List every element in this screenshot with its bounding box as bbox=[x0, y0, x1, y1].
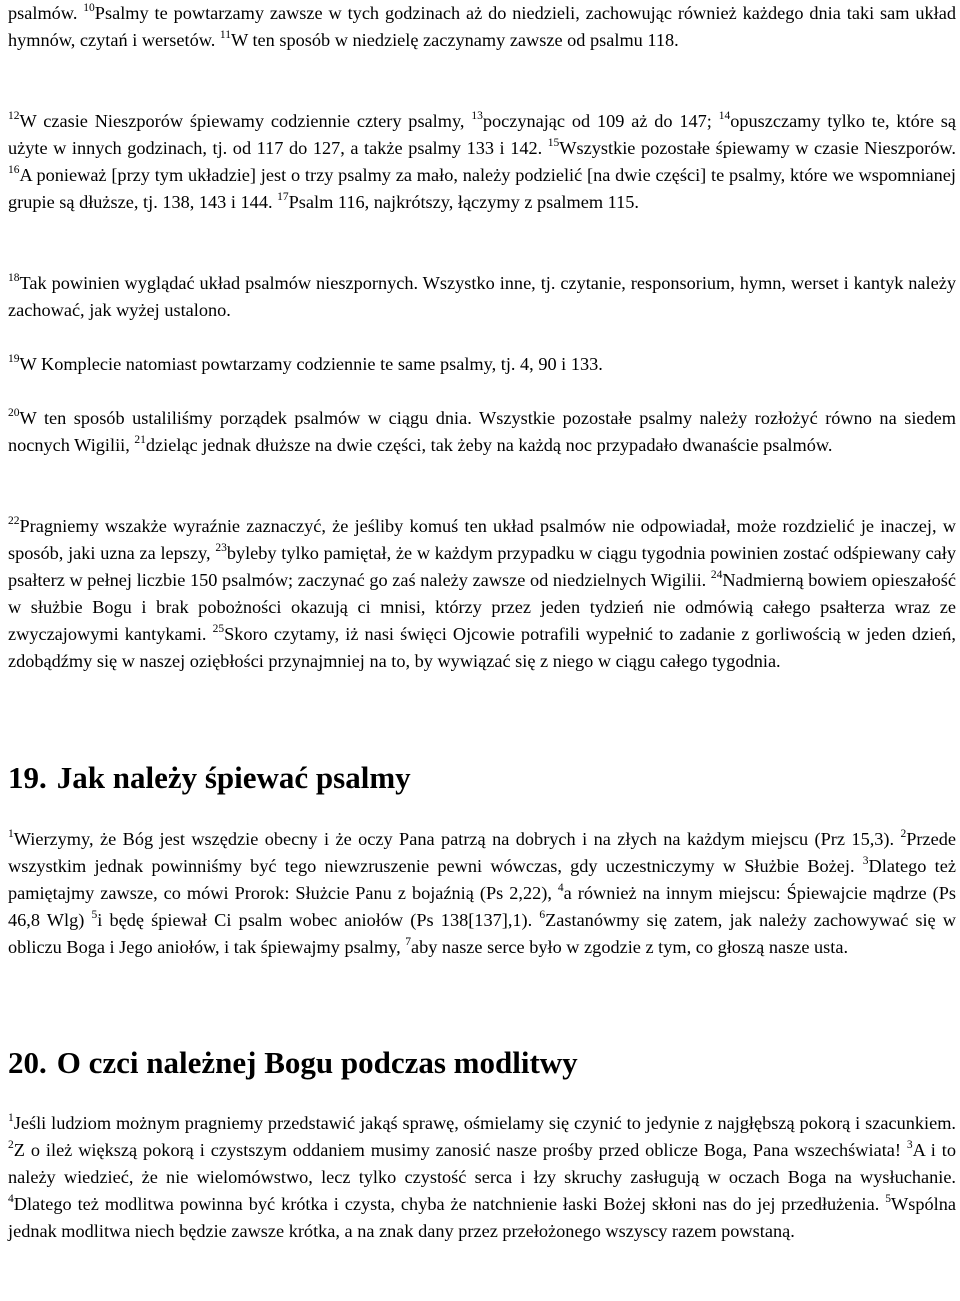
verse-number: 3 bbox=[862, 854, 869, 867]
paragraph-text: psalmów. bbox=[8, 3, 84, 23]
paragraph-text: Dlatego też modlitwa powinna być krótka i czysta, chyba że natchnienie łaski Bożej skłoni nas do jej przedłużenia. bbox=[13, 1194, 886, 1214]
paragraph-text: poczynając od 109 aż do 147; bbox=[482, 111, 719, 131]
paragraph-text: Wierzymy, że Bóg jest wszędzie obecny i że oczy Pana patrzą na dobrych i na złych na każdym miejscu (Prz 15,3). bbox=[13, 829, 901, 849]
paragraph-text: Pragniemy wszakże wyraźnie zaznaczyć, że jeśliby komuś ten układ psalmów nie odpowiadał, może rozdzielić je inaczej, w sposób, jaki uzna za lepszy, bbox=[8, 516, 956, 563]
verse-number: 21 bbox=[134, 433, 146, 446]
verse-number: 7 bbox=[405, 935, 411, 948]
paragraph-text: Nadmierną bowiem opieszałość w służbie Bogu i brak pobożności okazują ci mnisi, którzy przez jeden tydzień nie odmówią całego psałterza wraz ze zwyczajowymi kantykami. bbox=[8, 570, 956, 644]
paragraph-text: A ponieważ [przy tym układzie] jest o trzy psalmy za mało, należy podzielić [na dwie części] te psalmy, które we wspomnianej grupie są dłuższe, tj. 138, 143 i 144. bbox=[8, 165, 956, 212]
verse-number: 16 bbox=[8, 163, 20, 176]
verse-number: 23 bbox=[215, 541, 227, 554]
verse-number: 12 bbox=[8, 109, 20, 122]
paragraph-rule-18-end bbox=[8, 0, 956, 54]
chapter-title: O czci należnej Bogu podczas modlitwy bbox=[56, 1045, 578, 1080]
paragraph-text: Przede wszystkim jednak powinniśmy być tego niewzruszenie pewni wówczas, gdy uczestniczymy w Służbie Bożej. bbox=[8, 829, 956, 876]
chapter-number: 20. bbox=[8, 1045, 47, 1080]
paragraph-text: byleby tylko pamiętał, że w każdym przypadku w ciągu tygodnia powinien zostać odśpiewany cały psałterz w pełnej liczbie 150 psalmów; zaczynać go zaś należy zawsze od niedzielnych Wigilii. bbox=[8, 543, 956, 590]
verse-number: 20 bbox=[8, 406, 20, 419]
paragraph-text: Z o ileż większą pokorą i czystszym oddaniem musimy zanosić nasze prośby przed oblicze Boga, Pana wszechświata! bbox=[13, 1140, 907, 1160]
verse-number: 5 bbox=[885, 1192, 892, 1205]
paragraph-chapter-19 bbox=[8, 826, 956, 961]
paragraph-vespers-order bbox=[8, 270, 956, 324]
paragraph-text: A i to należy wiedzieć, że nie wielomówstwo, lecz tylko czystość serca i łzy skruchy zasługują w oczach Boga na wysłuchanie. bbox=[8, 1140, 956, 1187]
verse-number: 1 bbox=[8, 1111, 14, 1124]
paragraph-chapter-20 bbox=[8, 1110, 956, 1245]
chapter-title: Jak należy śpiewać psalmy bbox=[56, 760, 411, 795]
verse-number: 14 bbox=[718, 109, 731, 122]
verse-number: 13 bbox=[471, 109, 483, 122]
paragraph-text: opuszczamy tylko te, które są użyte w innych godzinach, tj. od 117 do 127, a także psalmy 133 i 142. bbox=[8, 111, 956, 158]
paragraph-text: Dlatego też pamiętajmy zawsze, co mówi Prorok: Służcie Panu z bojaźnią (Ps 2,22), bbox=[8, 856, 956, 903]
paragraph-vigils bbox=[8, 405, 956, 459]
chapter-heading-20 bbox=[8, 1045, 956, 1081]
verse-number: 17 bbox=[277, 190, 289, 203]
paragraph-text: a również na innym miejscu: Śpiewajcie mądrze (Ps 46,8 Wlg) bbox=[8, 883, 956, 930]
paragraph-text: Psalm 116, najkrótszy, łączymy z psalmem 115. bbox=[288, 192, 639, 212]
verse-number: 18 bbox=[8, 271, 20, 284]
paragraph-text: aby nasze serce było w zgodzie z tym, co głoszą nasze usta. bbox=[410, 937, 849, 957]
verse-number: 2 bbox=[900, 827, 907, 840]
verse-number: 2 bbox=[8, 1138, 14, 1151]
paragraph-text: W ten sposób w niedzielę zaczynamy zawsze od psalmu 118. bbox=[230, 30, 679, 50]
verse-number: 1 bbox=[8, 827, 14, 840]
paragraph-text: W ten sposób ustaliliśmy porządek psalmów w ciągu dnia. Wszystkie pozostałe psalmy należy rozłożyć równo na siedem nocnych Wigilii, bbox=[8, 408, 956, 455]
paragraph-text: W czasie Nieszporów śpiewamy codziennie cztery psalmy, bbox=[19, 111, 472, 131]
paragraph-text: Skoro czytamy, iż nasi święci Ojcowie potrafili wypełnić to zadanie z gorliwością w jeden dzień, zdobądźmy się w naszej oziębłości przynajmniej na to, by wywiązać się z niego w ciągu całego tygodnia. bbox=[8, 624, 956, 671]
verse-number: 25 bbox=[212, 622, 225, 635]
verse-number: 22 bbox=[8, 514, 20, 527]
verse-number: 3 bbox=[906, 1138, 913, 1151]
verse-number: 6 bbox=[539, 908, 546, 921]
paragraph-text: Zastanówmy się zatem, jak należy zachowywać się w obliczu Boga i Jego aniołów, i tak śpiewajmy psalmy, bbox=[8, 910, 957, 957]
chapter-heading-19 bbox=[8, 760, 956, 796]
verse-number: 24 bbox=[710, 568, 723, 581]
paragraph-psalter-distribution bbox=[8, 513, 956, 675]
verse-number: 5 bbox=[91, 908, 98, 921]
verse-number: 4 bbox=[557, 881, 564, 894]
paragraph-compline bbox=[8, 351, 956, 378]
paragraph-text: Jeśli ludziom możnym pragniemy przedstawić jakąś sprawę, ośmielamy się czynić to jedynie z najgłębszą pokorą i szacunkiem. bbox=[13, 1113, 956, 1133]
verse-number: 10 bbox=[83, 1, 95, 14]
verse-number: 15 bbox=[547, 136, 560, 149]
verse-number: 19 bbox=[8, 352, 20, 365]
paragraph-text: i będę śpiewał Ci psalm wobec aniołów (Ps 138[137],1). bbox=[97, 910, 540, 930]
paragraph-text: Tak powinien wyglądać układ psalmów nieszpornych. Wszystko inne, tj. czytanie, responsorium, hymn, werset i kantyk należy zachować, jak wyżej ustalono. bbox=[8, 273, 956, 320]
paragraph-text: Psalmy te powtarzamy zawsze w tych godzinach aż do niedzieli, zachowując również każdego dnia taki sam układ hymnów, czytań i wersetów. bbox=[8, 3, 957, 50]
verse-number: 4 bbox=[8, 1192, 14, 1205]
paragraph-text: dzieląc jednak dłuższe na dwie części, tak żeby na każdą noc przypadało dwanaście psalmów. bbox=[145, 435, 833, 455]
paragraph-vespers bbox=[8, 108, 956, 216]
paragraph-text: Wspólna jednak modlitwa niech będzie zawsze krótka, a na znak dany przez przełożonego wszyscy razem powstaną. bbox=[8, 1194, 956, 1241]
verse-number: 11 bbox=[219, 28, 231, 41]
paragraph-text: Wszystkie pozostałe śpiewamy w czasie Nieszporów. bbox=[559, 138, 956, 158]
paragraph-text: W Komplecie natomiast powtarzamy codziennie te same psalmy, tj. 4, 90 i 133. bbox=[19, 354, 603, 374]
chapter-number: 19. bbox=[8, 760, 47, 795]
